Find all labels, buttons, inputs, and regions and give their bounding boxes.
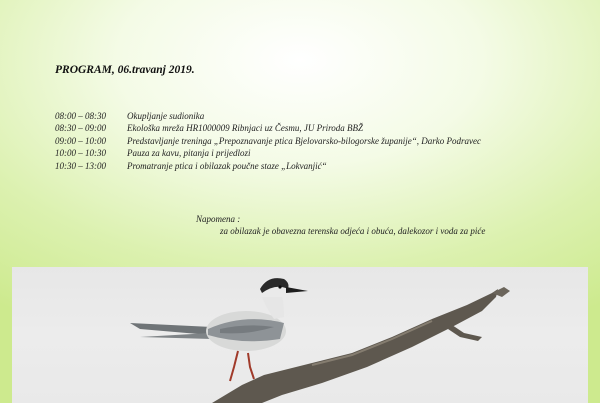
tern-bird-image	[12, 267, 588, 403]
bird-leg	[230, 351, 238, 381]
schedule-time: 10:30 – 13:00	[55, 160, 106, 171]
program-title: PROGRAM, 06.travanj 2019.	[55, 64, 195, 76]
schedule-time: 09:00 – 10:00	[55, 135, 106, 146]
schedule-row	[55, 160, 481, 172]
schedule-activity: Okupljanje sudionika	[127, 111, 205, 121]
schedule-row	[55, 110, 481, 122]
bird-leg	[248, 353, 254, 379]
schedule-row	[55, 147, 481, 159]
schedule-activity: Pauza za kavu, pitanja i prijedlozi	[127, 148, 251, 159]
schedule-time: 10:00 – 10:30	[55, 148, 106, 159]
schedule-time: 08:00 – 08:30	[55, 111, 106, 121]
bird-photo	[12, 267, 588, 403]
schedule-activity: Promatranje ptica i obilazak poučne staze „Lokvanjić“	[127, 160, 327, 171]
schedule-time: 08:30 – 09:00	[55, 123, 106, 134]
schedule-activity: Predstavljanje treninga „Prepoznavanje ptica Bjelovarsko-bilogorske županije“, Darko Podravec	[127, 135, 481, 146]
note-label: Napomena :	[196, 214, 241, 224]
note-text: za obilazak je obavezna terenska odjeća i obuća, dalekozor i voda za piće	[220, 226, 486, 236]
bird-tail	[130, 323, 212, 335]
schedule-row	[55, 122, 481, 134]
schedule-activity: Ekološka mreža HR1000009 Ribnjaci uz Česmu, JU Priroda BBŽ	[127, 123, 364, 134]
schedule-row	[55, 135, 481, 147]
bird-beak	[286, 287, 308, 293]
program-schedule	[55, 110, 481, 172]
